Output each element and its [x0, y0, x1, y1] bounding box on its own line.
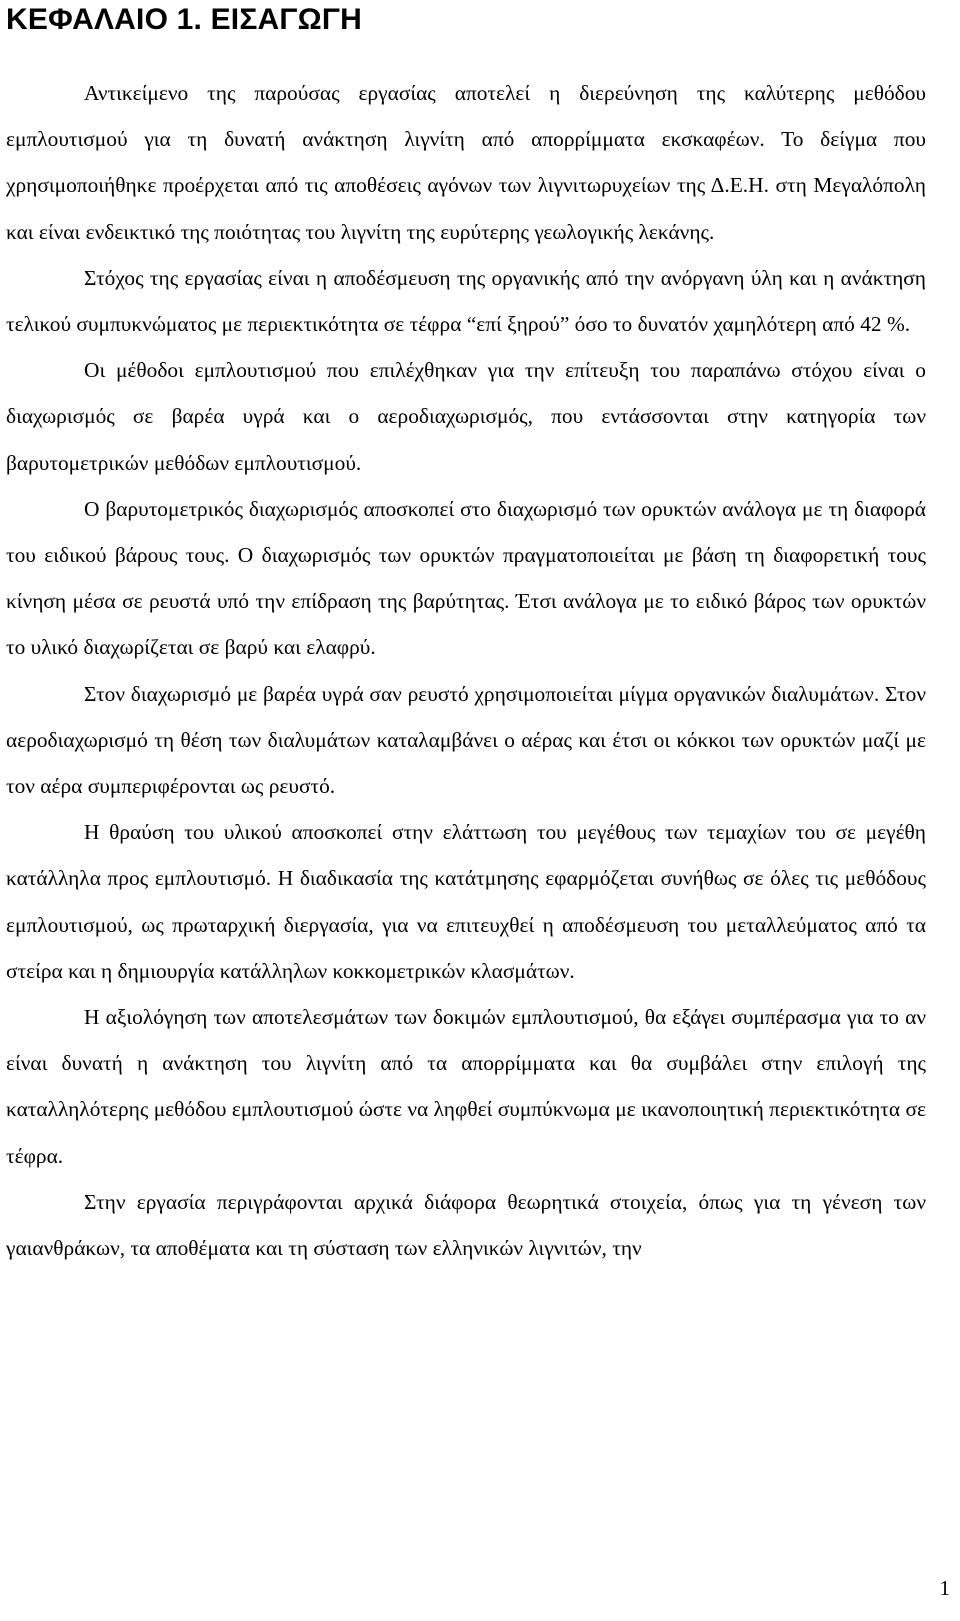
paragraph: Η αξιολόγηση των αποτελεσμάτων των δοκιμών εμπλουτισμού, θα εξάγει συμπέρασμα για το αν είναι δυνατή η ανάκτηση του λιγνίτη από τα απορρίμματα και θα συμβάλει στην επιλογή της καταλληλότερης μεθόδου εμπλουτισμού ώστε να ληφθεί συμπύκνωμα με ικανοποιητική περιεκτικότητα σε τέφρα. [6, 1005, 926, 1168]
paragraph: Οι μέθοδοι εμπλουτισμού που επιλέχθηκαν για την επίτευξη του παραπάνω στόχου είναι ο διαχωρισμός σε βαρέα υγρά και ο αεροδιαχωρισμός, που εντάσσονται στην κατηγορία των βαρυτομετρικών μεθόδων εμπλουτισμού. [6, 358, 926, 475]
paragraph: Ο βαρυτομετρικός διαχωρισμός αποσκοπεί στο διαχωρισμό των ορυκτών ανάλογα με τη διαφορά του ειδικού βάρους τους. Ο διαχωρισμός των ορυκτών πραγματοποιείται με βάση τη διαφορετική τους κίνηση μέσα σε ρευστά υπό την επίδραση της βαρύτητας. Έτσι ανάλογα με το ειδικό βάρος των ορυκτών το υλικό διαχωρίζεται σε βαρύ και ελαφρύ. [6, 496, 926, 660]
paragraph: Στον διαχωρισμό με βαρέα υγρά σαν ρευστό χρησιμοποιείται μίγμα οργανικών διαλυμάτων. Στον αεροδιαχωρισμό τη θέση των διαλυμάτων καταλαμβάνει ο αέρας και έτσι οι κόκκοι των ορυκτών μαζί με τον αέρα συμπεριφέρονται ως ρευστό. [6, 681, 926, 799]
chapter-title: ΚΕΦΑΛΑΙΟ 1. ΕΙΣΑΓΩΓΗ [6, 3, 362, 36]
paragraph: Στόχος της εργασίας είναι η αποδέσμευση της οργανικής από την ανόργανη ύλη και η ανάκτηση τελικού συμπυκνώματος με περιεκτικότητα σε τέφρα “επί ξηρού” όσο το δυνατόν χαμηλότερη από 42 %. [6, 265, 926, 337]
page-number: 1 [939, 1576, 950, 1600]
paragraph: Η θραύση του υλικού αποσκοπεί στην ελάττωση του μεγέθους των τεμαχίων του σε μεγέθη κατάλληλα προς εμπλουτισμό. Η διαδικασία της κατάτμησης εφαρμόζεται συνήθως σε όλες τις μεθόδους εμπλουτισμού, ως πρωταρχική διεργασία, για να επιτευχθεί η αποδέσμευση του μεταλλεύματος από τα στείρα και η δημιουργία κατάλληλων κοκκομετρικών κλασμάτων. [6, 820, 926, 983]
body-text [6, 70, 926, 1271]
paragraph: Στην εργασία περιγράφονται αρχικά διάφορα θεωρητικά στοιχεία, όπως για τη γένεση των γαιανθράκων, τα αποθέματα και τη σύσταση των ελληνικών λιγνιτών, την [6, 1189, 926, 1261]
paragraph: Αντικείμενο της παρούσας εργασίας αποτελεί η διερεύνηση της καλύτερης μεθόδου εμπλουτισμού για τη δυνατή ανάκτηση λιγνίτη από απορρίμματα εκσκαφέων. Το δείγμα που χρησιμοποιήθηκε προέρχεται από τις αποθέσεις αγόνων των λιγνιτωρυχείων της Δ.Ε.Η. στη Μεγαλόπολη και είναι ενδεικτικό της ποιότητας του λιγνίτη της ευρύτερης γεωλογικής λεκάνης. [6, 81, 926, 244]
